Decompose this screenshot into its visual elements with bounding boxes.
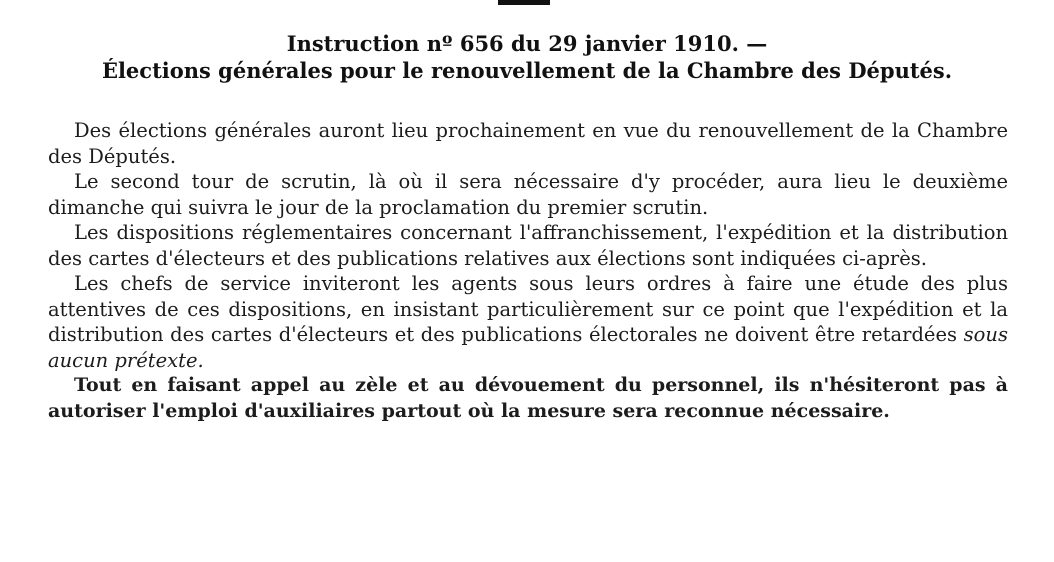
paragraph-3: Les dispositions réglementaires concernant l'affranchissement, l'expédition et la distribution des cartes d'électeurs et des publications relatives aux élections sont indiquées ci-après. — [48, 221, 1008, 270]
paragraph-5: Tout en faisant appel au zèle et au dévouement du personnel, ils n'hésiteront pas à autoriser l'emploi d'auxiliaires partout où la mesure sera reconnue nécessaire. — [48, 374, 1008, 422]
title-line-2: Élections générales pour le renouvellement de la Chambre des Députés. — [101, 58, 953, 83]
document-title — [40, 30, 1014, 84]
paragraph-4 — [48, 271, 1008, 373]
paragraph-2: Le second tour de scrutin, là où il sera nécessaire d'y procéder, aura lieu le deuxième dimanche qui suivra le jour de la proclamation du premier scrutin. — [48, 170, 1008, 219]
paragraph-4-emphasis: sous aucun prétexte. — [48, 323, 1008, 372]
title-line-1: Instruction nº 656 du 29 janvier 1910. — — [286, 31, 768, 56]
header-rule — [498, 0, 550, 5]
paragraph-1: Des élections générales auront lieu prochainement en vue du renouvellement de la Chambre des Députés. — [48, 119, 1008, 168]
paragraph-4-text: Les chefs de service inviteront les agents sous leurs ordres à faire une étude des plus attentives de ces dispositions, en insistant particulièrement sur ce point que l'expédition et la distribution des cartes d'électeurs et des publications électorales ne doivent être retardées — [48, 272, 1008, 346]
document-body — [48, 118, 1008, 424]
